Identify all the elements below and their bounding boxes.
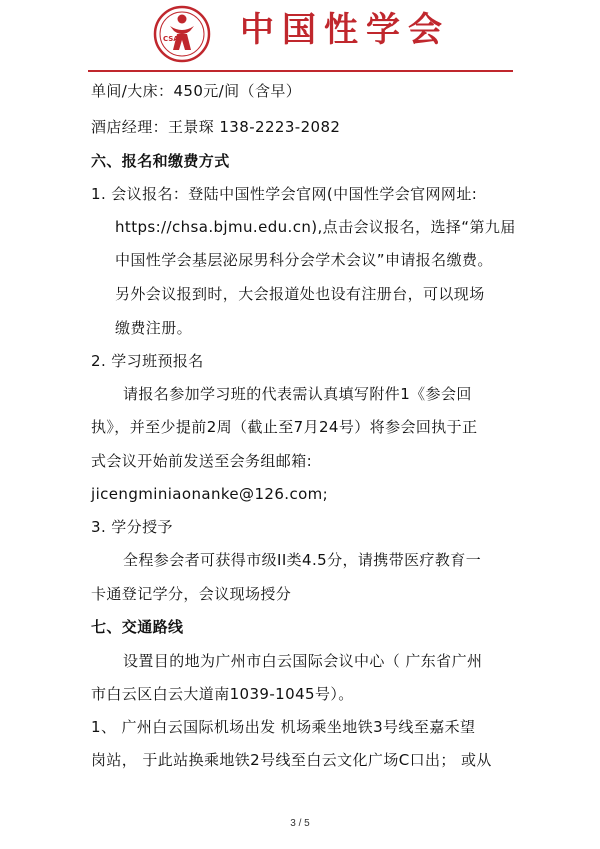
header-divider bbox=[88, 70, 513, 72]
organization-name: 中国性学会 bbox=[240, 10, 450, 50]
paragraph-line: 缴费注册。 bbox=[115, 319, 193, 337]
section-heading-transport: 七、交通路线 bbox=[91, 618, 184, 636]
paragraph-line: 市白云区白云大道南1039-1045号）。 bbox=[91, 685, 354, 703]
paragraph-line: 中国性学会基层泌尿男科分会学术会议”申请报名缴费。 bbox=[115, 251, 493, 269]
paragraph-line: 全程参会者可获得市级II类4.5分，请携带医疗教育一 bbox=[123, 551, 482, 569]
page-number: 3 / 5 bbox=[290, 818, 310, 829]
logo-lettering: CSA bbox=[163, 35, 179, 43]
paragraph-line: 请报名参加学习班的代表需认真填写附件1《参会回 bbox=[123, 385, 472, 403]
paragraph-line: 卡通登记学分，会议现场授分 bbox=[91, 585, 292, 603]
paragraph-line: 岗站， 于此站换乘地铁2号线至白云文化广场C口出； 或从 bbox=[91, 751, 492, 769]
paragraph-line: 执》，并至少提前2周（截止至7月24号）将参会回执于正 bbox=[91, 418, 478, 436]
paragraph-line: 另外会议报到时，大会报道处也设有注册台，可以现场 bbox=[115, 285, 485, 303]
letterhead bbox=[0, 0, 600, 72]
room-rate-line: 单间/大床：450元/间（含早） bbox=[91, 82, 302, 100]
paragraph-line: 设置目的地为广州市白云国际会议中心（ 广东省广州 bbox=[123, 652, 483, 670]
subheading-credits: 3. 学分授予 bbox=[91, 518, 173, 536]
paragraph-line: 1、 广州白云国际机场出发 机场乘坐地铁3号线至嘉禾望 bbox=[91, 718, 476, 736]
contact-email: jicengminiaonanke@126.com; bbox=[91, 485, 329, 503]
section-heading-registration: 六、报名和缴费方式 bbox=[91, 152, 230, 170]
society-logo-icon bbox=[150, 4, 214, 64]
paragraph-line: 式会议开始前发送至会务组邮箱: bbox=[91, 452, 313, 470]
paragraph-line: https://chsa.bjmu.edu.cn),点击会议报名，选择“第九届 bbox=[115, 218, 516, 236]
hotel-manager-line: 酒店经理：王景琛 138-2223-2082 bbox=[91, 118, 341, 136]
subheading-course-preregistration: 2. 学习班预报名 bbox=[91, 352, 204, 370]
paragraph-line: 1. 会议报名：登陆中国性学会官网(中国性学会官网网址: bbox=[91, 185, 478, 203]
